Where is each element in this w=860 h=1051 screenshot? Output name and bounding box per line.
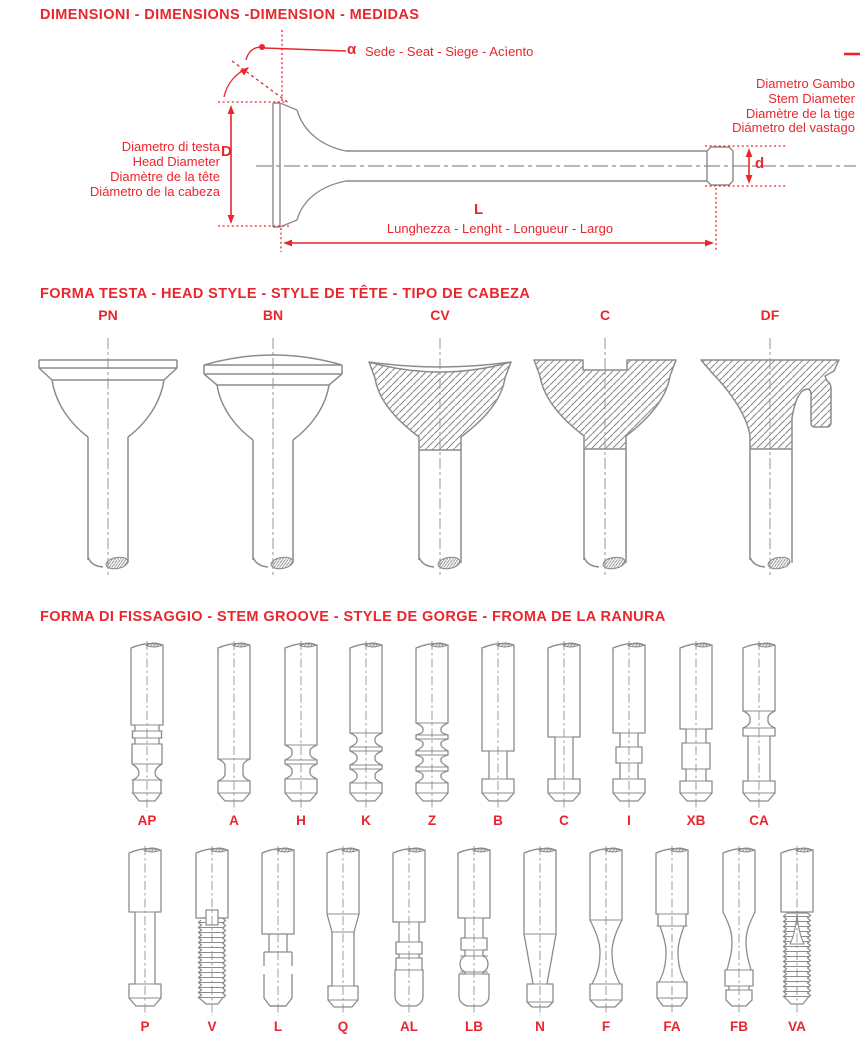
head-diameter-line: Head Diameter [132, 154, 220, 169]
length-label: Lunghezza - Lenght - Longueur - Largo [386, 221, 614, 236]
head-style-figure-BN [190, 336, 356, 584]
stem-groove-figure-AL [376, 846, 442, 1018]
stem-groove-label: K [361, 813, 371, 828]
stem-groove-label: B [493, 813, 503, 828]
head-style-figure-C [522, 336, 688, 584]
stem-groove-figure-I [596, 641, 662, 813]
head-style-label: BN [262, 307, 284, 323]
stem-groove-figure-VA [764, 846, 830, 1018]
stem-diameter-labels [640, 77, 855, 136]
stem-groove-label: N [535, 1019, 545, 1034]
stem-groove-label: C [559, 813, 569, 828]
stem-groove-label: I [627, 813, 631, 828]
stem-groove-label: P [140, 1019, 150, 1034]
head-style-label: PN [98, 307, 118, 323]
head-diameter-line: Diametro di testa [121, 139, 220, 154]
stem-groove-figure-FA [639, 846, 705, 1018]
stem-groove-label: VA [788, 1019, 806, 1034]
stem-groove-figure-CA [726, 641, 792, 813]
stem-groove-figure-A [201, 641, 267, 813]
stem-groove-label: FB [730, 1019, 748, 1034]
stem-groove-figure-AP [114, 641, 180, 813]
stem-groove-label: H [296, 813, 306, 828]
stem-diameter-line: Diámetro del vastago [732, 120, 855, 136]
stem-groove-label: AP [137, 813, 157, 828]
stem-groove-figure-K [333, 641, 399, 813]
head-style-figure-DF [687, 336, 853, 584]
stem-groove-figure-L [245, 846, 311, 1018]
alpha-angle-symbol: α [347, 41, 357, 58]
stem-groove-figure-FB [706, 846, 772, 1018]
stem-groove-label: L [273, 1019, 283, 1034]
head-diameter-labels [30, 139, 220, 199]
stem-groove-label: CA [749, 813, 769, 828]
stem-groove-figure-P [112, 846, 178, 1018]
stem-groove-figure-V [179, 846, 245, 1018]
stem-groove-label: Q [337, 1019, 349, 1034]
head-style-figure-PN [25, 336, 191, 584]
stem-groove-figure-LB [441, 846, 507, 1018]
stem-groove-figure-F [573, 846, 639, 1018]
stem-diameter-line: Stem Diameter [768, 90, 855, 106]
head-style-label: C [599, 307, 611, 323]
stem-groove-figure-H [268, 641, 334, 813]
stem-diameter-symbol: d [755, 155, 765, 172]
stem-groove-label: XB [686, 813, 706, 828]
head-style-figure-CV [357, 336, 523, 584]
head-style-label: DF [760, 307, 780, 323]
head-style-label: CV [430, 307, 450, 323]
stem-groove-figure-Z [399, 641, 465, 813]
seat-label: Sede - Seat - Siege - Acìento [365, 44, 534, 59]
stem-groove-figure-B [465, 641, 531, 813]
stem-grooves-title: FORMA DI FISSAGGIO - STEM GROOVE - STYLE DE GORGE - FROMA DE LA RANURA [40, 609, 666, 625]
stem-groove-label: F [601, 1019, 611, 1034]
dimensions-title: DIMENSIONI - DIMENSIONS -DIMENSION - MEDIDAS [40, 7, 420, 23]
stem-diameter-line: Diametro Gambo [756, 76, 855, 91]
stem-groove-label: Z [427, 813, 437, 828]
stem-groove-label: LB [465, 1019, 483, 1034]
stem-diameter-line: Diamètre de la tige [745, 105, 855, 121]
head-diameter-symbol: D [221, 143, 232, 160]
stem-groove-label: AL [400, 1019, 418, 1034]
stem-groove-figure-C [531, 641, 597, 813]
length-symbol: L [474, 201, 484, 218]
head-diameter-line: Diámetro de la cabeza [89, 184, 220, 199]
stem-groove-label: FA [663, 1019, 681, 1034]
stem-groove-label: V [207, 1019, 217, 1034]
stem-groove-figure-N [507, 846, 573, 1018]
stem-groove-figure-Q [310, 846, 376, 1018]
stem-groove-label: A [229, 813, 239, 828]
stem-groove-figure-XB [663, 641, 729, 813]
head-styles-title: FORMA TESTA - HEAD STYLE - STYLE DE TÊTE - TIPO DE CABEZA [40, 286, 531, 302]
head-diameter-line: Diamètre de la tête [110, 169, 220, 184]
